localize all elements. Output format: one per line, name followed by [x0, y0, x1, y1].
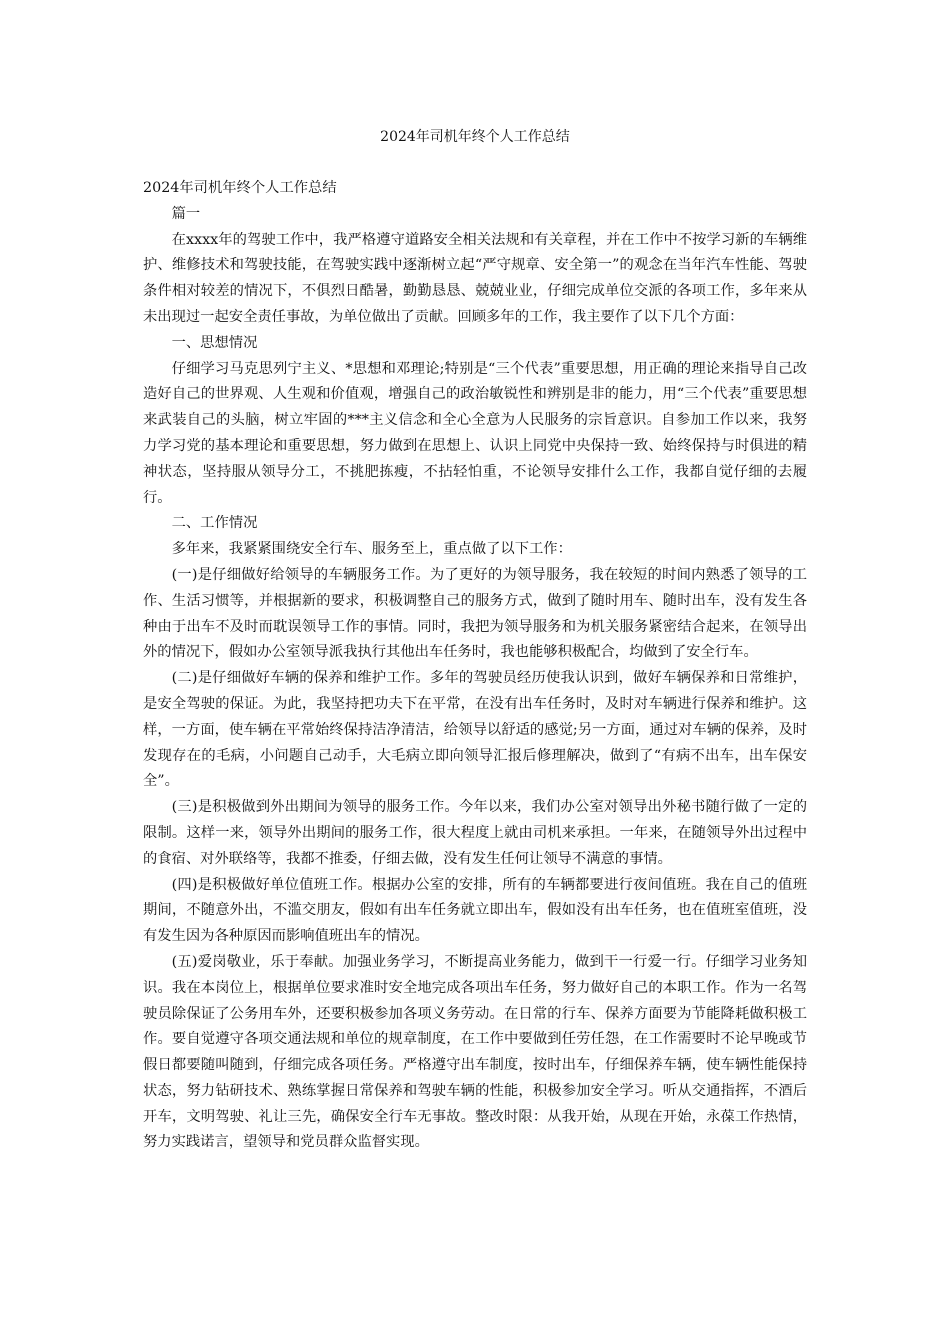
- section-heading-thought: 一、思想情况: [171, 334, 258, 351]
- document-subtitle: 2024年司机年终个人工作总结: [143, 180, 337, 196]
- paragraph-intro: 在xxxx年的驾驶工作中，我严格遵守道路安全相关法规和有关章程，并在工作中不按学习新的车辆维护、维修技术和驾驶技能，在驾驶实践中逐渐树立起“严守规章、安全第一”的观念在当年汽车性能、驾驶条件相对较差的情况下，不俱烈日酷暑，勤勤恳恳、兢兢业业，仔细完成单位交派的各项工作，多年来从未出现过一起安全责任事故，为单位做出了贡献。回顾多年的工作，我主要作了以下几个方面：: [143, 231, 807, 325]
- part-label: 篇一: [171, 205, 201, 222]
- paragraph-thought: 仔细学习马克思列宁主义、*思想和邓理论;特别是“三个代表”重要思想，用正确的理论来指导自己改造好自己的世界观、人生观和价值观，增强自己的政治敏锐性和辨别是非的能力，用“三个代表”重要思想来武装自己的头脑，树立牢固的***主义信念和全心全意为人民服务的宗旨意识。自参加工作以来，我努力学习党的基本理论和重要思想，努力做到在思想上、认识上同党中央保持一致、始终保持与时俱进的精神状态，坚持服从领导分工，不挑肥拣瘦，不拈轻怕重，不论领导安排什么工作，我都自觉仔细的去履行。: [143, 360, 807, 506]
- paragraph-work-intro: 多年来，我紧紧围绕安全行车、服务至上，重点做了以下工作：: [171, 541, 572, 558]
- paragraph-item-2: (二)是仔细做好车辆的保养和维护工作。多年的驾驶员经历使我认识到，做好车辆保养和日常维护，是安全驾驶的保证。为此，我坚持把功夫下在平常，在没有出车任务时，及时对车辆进行保养和维护。这样，一方面，使车辆在平常始终保持洁净清洁，给领导以舒适的感觉;另一方面，通过对车辆的保养，及时发现存在的毛病，小问题自己动手，大毛病立即向领导汇报后修理解决，做到了“有病不出车，出车保安全”。: [143, 670, 807, 790]
- paragraph-item-3: (三)是积极做到外出期间为领导的服务工作。今年以来，我们办公室对领导出外秘书随行做了一定的限制。这样一来，领导外出期间的服务工作，很大程度上就由司机来承担。一年来，在随领导外出过程中的食宿、对外联络等，我都不推委，仔细去做，没有发生任何让领导不满意的事情。: [143, 799, 807, 867]
- document-body: [143, 176, 807, 1156]
- section-heading-work: 二、工作情况: [171, 515, 258, 532]
- paragraph-item-4: (四)是积极做好单位值班工作。根据办公室的安排，所有的车辆都要进行夜间值班。我在自己的值班期间，不随意外出，不滥交朋友，假如有出车任务就立即出车，假如没有出车任务，也在值班室值班，没有发生因为各种原因而影响值班出车的情况。: [143, 876, 807, 945]
- document-title: 2024年司机年终个人工作总结: [380, 129, 570, 145]
- paragraph-item-1: (一)是仔细做好给领导的车辆服务工作。为了更好的为领导服务，我在较短的时间内熟悉了领导的工作、生活习惯等，并根据新的要求，积极调整自己的服务方式，做到了随时用车、随时出车，没有发生各种由于出车不及时而耽误领导工作的事情。同时，我把为领导服务和为机关服务紧密结合起来，在领导出外的情况下，假如办公室领导派我执行其他出车任务时，我也能够积极配合，均做到了安全行车。: [143, 566, 807, 661]
- paragraph-item-5: (五)爱岗敬业，乐于奉献。加强业务学习，不断提高业务能力，做到干一行爱一行。仔细学习业务知识。我在本岗位上，根据单位要求准时安全地完成各项出车任务，努力做好自己的本职工作。作为一名驾驶员除保证了公务用车外，还要积极参加各项义务劳动。在日常的行车、保养方面要为节能降耗做积极工作。要自觉遵守各项交通法规和单位的规章制度，在工作中要做到任劳任怨，在工作需要时不论早晚或节假日都要随叫随到，仔细完成各项任务。严格遵守出车制度，按时出车，仔细保养车辆，使车辆性能保持状态，努力钻研技术、熟练掌握日常保养和驾驶车辆的性能，积极参加安全学习。听从交通指挥，不酒后开车，文明驾驶、礼让三先，确保安全行车无事故。整改时限：从我开始，从现在开始，永葆工作热情，努力实践诺言，望领导和党员群众监督实现。: [143, 953, 807, 1151]
